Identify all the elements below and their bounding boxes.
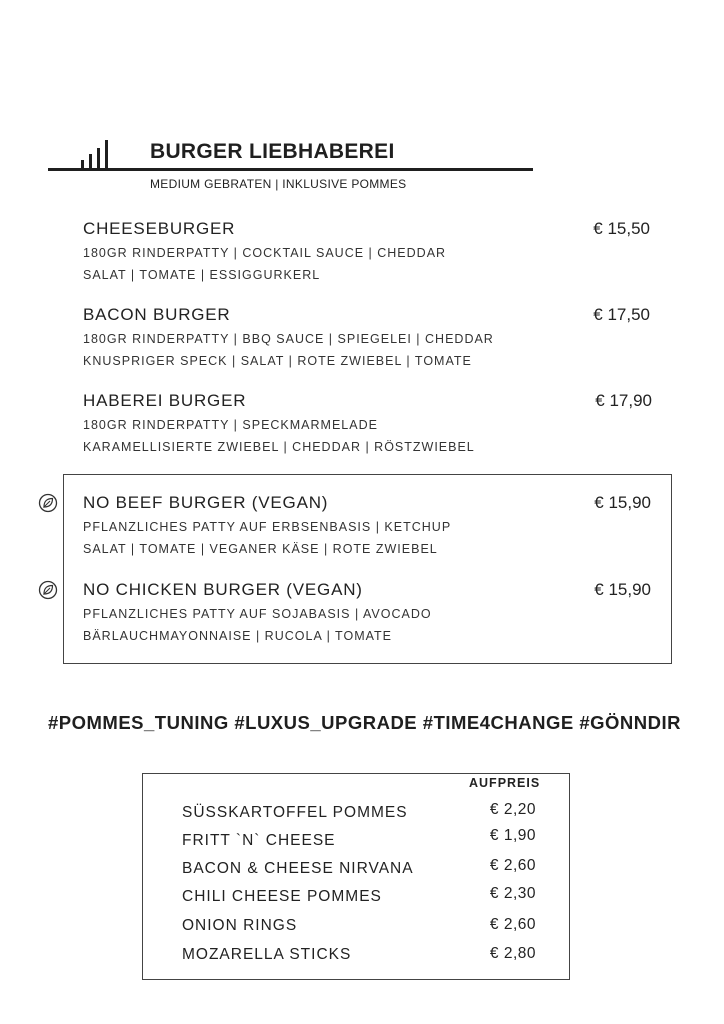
- extra-item-name: MOZARELLA STICKS: [182, 946, 352, 963]
- menu-item-price: € 15,90: [594, 580, 651, 599]
- extra-item-name: FRITT `N` CHEESE: [182, 832, 336, 849]
- menu-item-description: 180GR RINDERPATTY | BBQ SAUCE | SPIEGELEI | CHEDDAR: [83, 332, 494, 346]
- menu-item-description: PFLANZLICHES PATTY AUF SOJABASIS | AVOCADO: [83, 607, 432, 621]
- menu-item-description: SALAT | TOMATE | VEGANER KÄSE | ROTE ZWIEBEL: [83, 542, 438, 556]
- extra-item-price: € 1,90: [489, 827, 536, 844]
- menu-item-description: 180GR RINDERPATTY | SPECKMARMELADE: [83, 418, 378, 432]
- extra-item-name: SÜSSKARTOFFEL POMMES: [182, 804, 408, 821]
- menu-item-description: 180GR RINDERPATTY | COCKTAIL SAUCE | CHEDDAR: [83, 246, 447, 260]
- menu-item-description: KNUSPRIGER SPECK | SALAT | ROTE ZWIEBEL | TOMATE: [83, 354, 472, 368]
- section-title: BURGER LIEBHABEREI: [150, 140, 395, 163]
- menu-item-name: NO CHICKEN BURGER (VEGAN): [83, 580, 363, 599]
- header-rule: [48, 168, 533, 171]
- extra-item-price: € 2,80: [489, 945, 536, 962]
- extra-item-name: CHILI CHEESE POMMES: [182, 888, 382, 905]
- hashtag-line: #POMMES_TUNING #LUXUS_UPGRADE #TIME4CHANGE #GÖNNDIR: [48, 712, 682, 733]
- menu-item-description: SALAT | TOMATE | ESSIGGURKERL: [83, 268, 321, 282]
- extra-item-price: € 2,30: [489, 885, 536, 902]
- section-subtitle: MEDIUM GEBRATEN | INKLUSIVE POMMES: [150, 177, 407, 191]
- extra-item-price: € 2,60: [489, 916, 536, 933]
- menu-item-price: € 17,50: [593, 305, 650, 324]
- menu-item-name: NO BEEF BURGER (VEGAN): [83, 493, 329, 512]
- menu-item-name: CHEESEBURGER: [83, 219, 236, 238]
- vegan-leaf-icon: [38, 493, 58, 513]
- menu-item-name: BACON BURGER: [83, 305, 231, 324]
- menu-item-price: € 15,90: [594, 493, 651, 512]
- menu-item-name: HABEREI BURGER: [83, 391, 247, 410]
- menu-item-description: BÄRLAUCHMAYONNAISE | RUCOLA | TOMATE: [83, 629, 392, 643]
- extra-item-name: BACON & CHEESE NIRVANA: [182, 860, 414, 877]
- menu-item-description: PFLANZLICHES PATTY AUF ERBSENBASIS | KETCHUP: [83, 520, 452, 534]
- menu-item-price: € 17,90: [595, 391, 652, 410]
- vegan-leaf-icon: [38, 580, 58, 600]
- extra-item-price: € 2,60: [489, 857, 536, 874]
- extras-header: AUFPREIS: [469, 776, 541, 790]
- extra-item-name: ONION RINGS: [182, 917, 298, 934]
- menu-item-price: € 15,50: [593, 219, 650, 238]
- menu-item-description: KARAMELLISIERTE ZWIEBEL | CHEDDAR | RÖSTZWIEBEL: [83, 440, 475, 454]
- extra-item-price: € 2,20: [489, 801, 536, 818]
